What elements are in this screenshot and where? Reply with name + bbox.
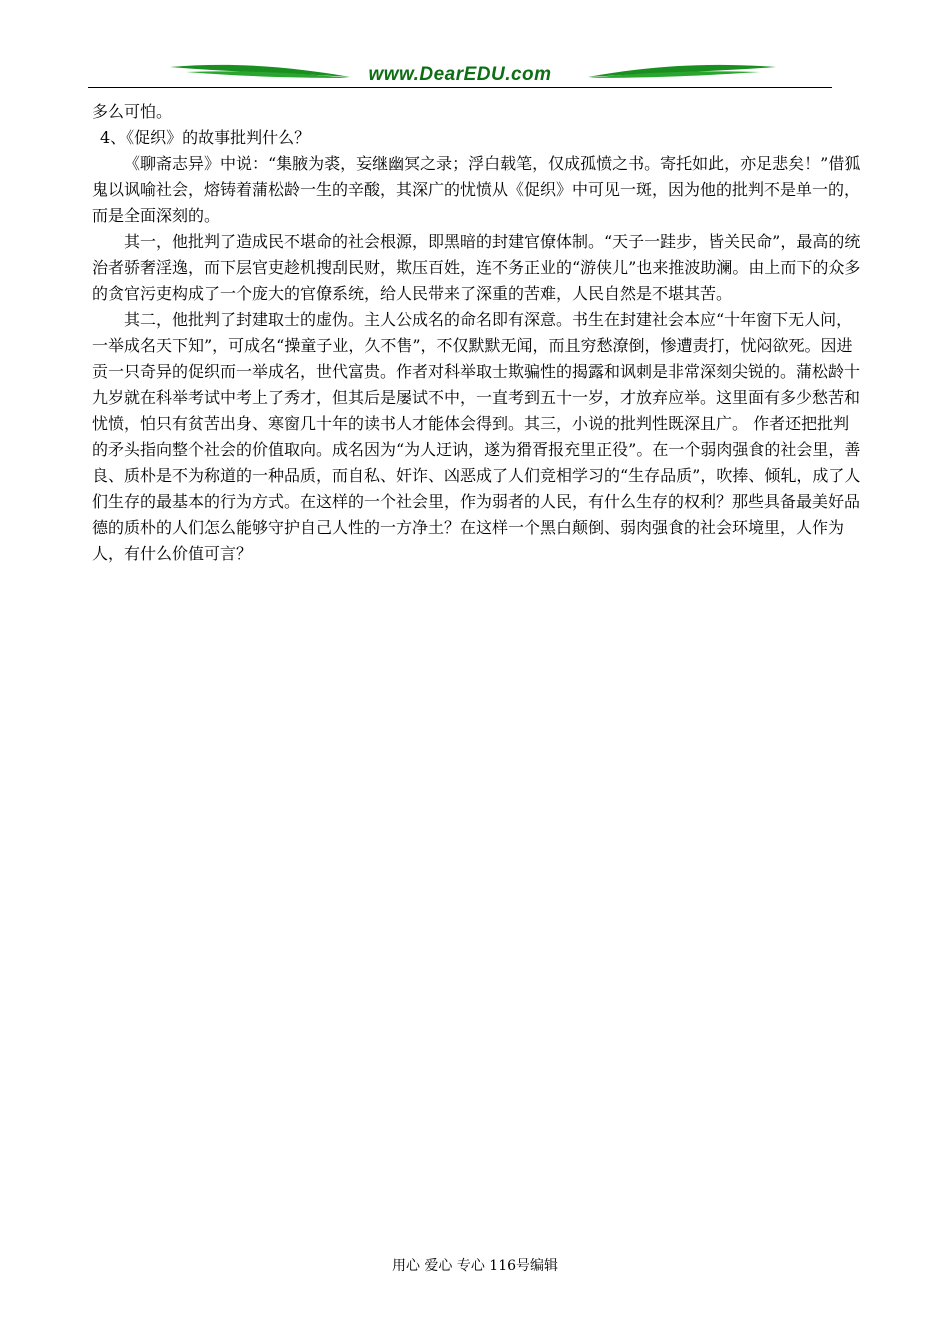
site-header [88,58,832,90]
document-body [92,99,862,567]
paragraph-point-one: 其一，他批判了造成民不堪命的社会根源，即黑暗的封建官僚体制。“天子一跬步，皆关民命”，最高的统治者骄奢淫逸，而下层官吏趁机搜刮民财，欺压百姓，连不务正业的“游侠儿”也来推波助澜。由上而下的众多的贪官污吏构成了一个庞大的官僚系统，给人民带来了深重的苦难，人民自然是不堪其苦。 [92,232,861,303]
paragraph-point-two-three: 其二，他批判了封建取士的虚伪。主人公成名的命名即有深意。书生在封建社会本应“十年窗下无人问，一举成名天下知”，可成名“操童子业，久不售”，不仅默默无闻，而且穷愁潦倒，惨遭责打，忧闷欲死。因进贡一只奇异的促织而一举成名，世代富贵。作者对科举取士欺骗性的揭露和讽刺是非常深刻尖锐的。蒲松龄十九岁就在科举考试中考上了秀才，但其后是屡试不中，一直考到五十一岁，才放弃应举。这里面有多少愁苦和忧愤，怕只有贫苦出身、寒窗几十年的读书人才能体会得到。其三，小说的批判性既深且广。 作者还把批判的矛头指向整个社会的价值取向。成名因为“为人迂讷，遂为猾胥报充里正役”。在一个弱肉强食的社会里，善良、质朴是不为称道的一种品质，而自私、奸诈、凶恶成了人们竞相学习的“生存品质”，吹捧、倾轧，成了人们生存的最基本的行为方式。在这样的一个社会里，作为弱者的人民，有什么生存的权利？那些具备最美好品德的质朴的人们怎么能够守护自己人性的一方净土？在这样一个黑白颠倒、弱肉强食的社会环境里，人作为人，有什么价值可言？ [92,310,861,563]
paragraph-intro: 《聊斋志异》中说：“集腋为裘，妄继幽冥之录；浮白载笔，仅成孤愤之书。寄托如此，亦足悲矣！”借狐鬼以讽喻社会，熔铸着蒲松龄一生的辛酸，其深广的忧愤从《促织》中可见一斑，因为他的批判不是单一的，而是全面深刻的。 [92,154,861,225]
paragraph-continuation: 多么可怕。 [92,102,173,121]
page-footer: 用心 爱心 专心 116号编辑 [391,1258,559,1274]
header-divider [88,87,832,88]
question-heading: 4、《促织》的故事批判什么？ [100,128,311,147]
site-logo-text: www.DearEDU.com [368,64,552,85]
